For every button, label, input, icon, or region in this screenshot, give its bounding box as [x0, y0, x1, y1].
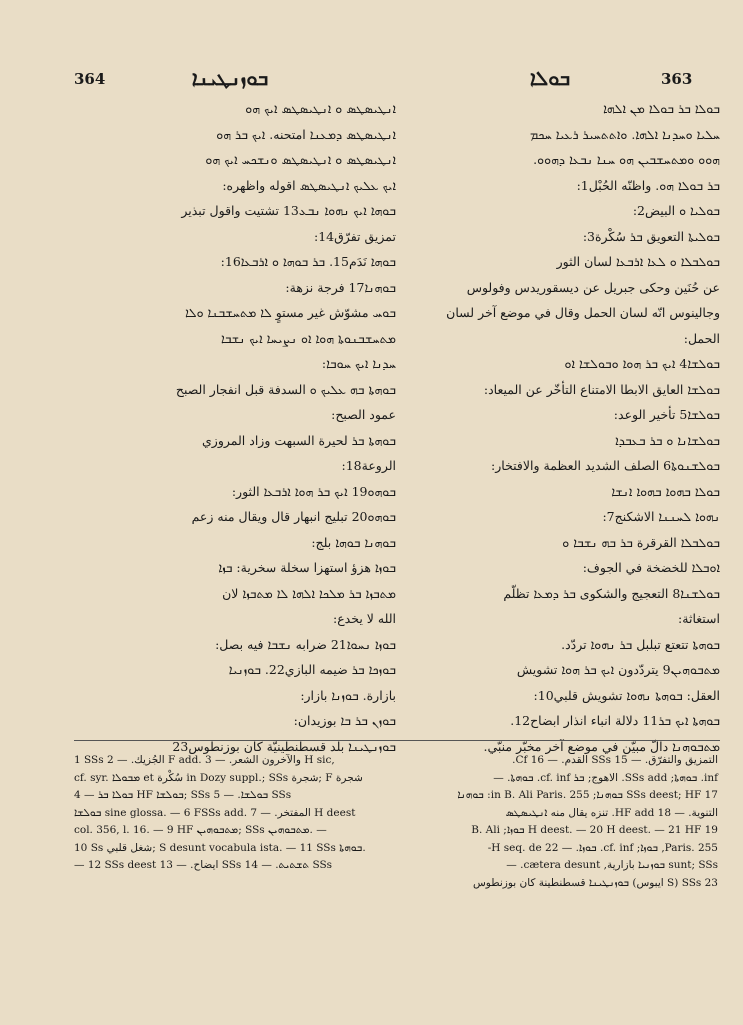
entry-line: العقل: ܒܘܗܬܐ ܢܗܘܐ تشويش قلبي10: [533, 687, 720, 703]
entry-line: عن حُنَين وحكى جبريل عن ديسقوريدس وفولوس [466, 279, 720, 295]
entry-line: ܒܘܠܝܐ ܘ البيض2: [632, 203, 720, 218]
entry-line: ܒܘܗܘ19 ܐܝܟ ܒܪ ܗܘܐ ܐܪܒܥܐ الثور: [231, 483, 396, 499]
entry-line: ܗܘܘ ܘܡܬܚܫܒܝܢ ܗܘ ܚܢܐ ܢܒܥܐ ܕܗܘܘ. [533, 152, 720, 167]
entry-line: الحمل: [683, 330, 720, 346]
entry-line: ܒܘܗܬܐ تتعتع تبلبل ܒܪ ܢܗܘܐ تردّد. [561, 636, 720, 652]
left-footnotes [74, 752, 392, 962]
entry-line: ܒܘܠܫܐ5 تأخير الوعد: [613, 407, 720, 422]
left-text-column [74, 96, 396, 754]
entry-line: الروعة18: [341, 458, 396, 473]
entry-line: ܒܘܗܐ ܐܝܟ ܢܗܘܐ ܢܒܥ13 تشتيت واقول تبذير [181, 203, 396, 218]
entry-line: ܒܘܠܫܐܢܐ ܘ ܒܪ ܒܥܒܕܐ [615, 432, 720, 448]
left-page-number: 364 [74, 70, 106, 88]
footnote-line: 19 H deest. — 20 H deest. — 21 HF ܒܘܙܐ; B. Ali [471, 824, 718, 836]
entry-line: ܒܘܙܢܛܝܢܐ بلد قسطنطينيّة كان بوزنطوس23 [172, 738, 396, 754]
entry-line: ܒܘܠܫܐ4 ܐܝܟ ܒܪ ܗܘܐ ܘܒܘܠܫܐ ܐܘ [564, 356, 720, 371]
footnote-line: ܒܘܠܫܐ sine glossa. — 6 FSSs add. المفتخر. — 7 H deest [74, 806, 356, 819]
entry-line: ܒܘܗܐ نَدَم15. ܒܪ ܒܘܗܐ ܘ ܐܪܒܥܐ16: [220, 254, 396, 269]
entry-line: ܒܘܠܝܬܐ التعويق ܒܪ سُكْرة3: [582, 228, 720, 244]
entry-line: ܒܘܗܬܐ ܐܝܟ ܒܪ11 دلالة انباء انذار ابضاح12. [510, 713, 720, 728]
entry-line: بازارة. ܒܘܙܢܐ بازار: [300, 687, 396, 703]
footnote-line: 17 SSs deest; HF ܒܘܗܢܐ; in B. Ali Paris. 255: ܒܘܗܢܐ [457, 789, 718, 801]
entry-line: ܒܘܙܢ ܒܪ ܒܐ بوزيدان: [293, 713, 396, 728]
right-footnotes [400, 752, 718, 962]
entry-line: ܒܘܠܐ ܒܪ ܒܘܠܐ ܡܢ ܐܠܗܐ [603, 101, 720, 116]
footnote-line: 1 SSs الجُزيك. — 2 F add. والآخرون الشعر. — 3 H sic, [74, 754, 335, 766]
entry-line: ܒܘܗܢܐ17 فرجة نزهة: [285, 279, 396, 295]
left-column-heading: ܒܘܙܢܛܝܢܐ [191, 66, 269, 90]
entry-line: الله لا يخدع: [333, 611, 396, 626]
footnote-divider [74, 740, 720, 741]
footnote-line: inf. ܒܘܗܬܐ; SSs add. الاهوج; ܒܪ cf. inf. ܒܘܗܬܐ. — [493, 771, 718, 784]
entry-line: ܒܘܚ مشوّش غير مستوٍ ܠܐ ܡܬܚܫܒܢܐ ܘܠܐ [185, 305, 396, 320]
entry-line: تمزيق تفرّق14: [313, 228, 396, 244]
entry-line: ܐܝܟ ܥܠܝܟ ܐܢܛܝܣܛܣ اقوله واظهره: [222, 177, 396, 193]
entry-line: ܒܘܠܫܢܐ8 التعجيج والشكوى ܒܪ ܕܡܥܐ تظلّم [503, 585, 720, 601]
entry-line: ܡܬܒܘܗܢܐ دالّ مبيّن في موضع آخر مخبّر منبّي. [483, 738, 720, 754]
entry-line: عمود الصبح: [331, 407, 396, 422]
entry-line: ܚܠܝܐ ܘܚܕܢܐ ܐܠܗܐ. ܘܐܬܬܚܝܪ ܪܥܝܐ ܚܟܡ [530, 126, 720, 142]
entry-line: وجالينوس انّه لسان الحمل وقال في موضع آخر لسان [446, 305, 720, 320]
entry-line: ܚܕܢܐ ܐܝܟ ܚܘܒܐ: [321, 356, 396, 371]
footnote-line: 10 Ss شغل قلبي; S desunt vocabula ista. — 11 SSs ܒܘܗܬܐ. [74, 841, 366, 854]
footnote-line: sunt; SSs ܒܘܙܢܝܐ بازارية, cætera desunt. — [506, 859, 718, 871]
footnote-line: 23 SSs (S ايبوس) ܒܘܙܢܛܝܢܐ قسطنطينة كان بوزنطوس [472, 876, 718, 889]
footnote-line: التنوية. — 18 HF add. تنزه يقال منه ܐܢܛܝܣܛܣ [505, 806, 718, 819]
entry-line: ܒܘܗܢܐ ܒܘܗܐ بلج: [311, 534, 396, 550]
entry-line: ܐܢܛܝܣܛܣ ܘ ܐܢܛܝܣܛܣ ܘܢܫܟܚ ܐܝܟ ܗܘ [205, 152, 396, 167]
entry-line: ܒܘܠܫܢܘܬܐ6 الصلف الشديد العظمة والافتخار: [491, 458, 720, 473]
right-page-number: 363 [661, 70, 693, 88]
entry-line: ܒܘܠܐ ܒܗܘܐ ܒܗܘܐ ܐܢܫܐ [611, 483, 720, 499]
entry-line: ܒܪ ܒܘܠܐ ܗܘ. واظنّه الحُبْل1: [576, 177, 720, 193]
footnote-line: Paris. 255, ܒܘܙܐ; cf. inf. ܒܘܙܐ. — 22 H seq. de- [487, 841, 718, 854]
entry-line: ܐܢܛܝܣܛܣ ܕܡܥܢܐ امتحنه. ܐܝܟ ܒܪ ܗܘ [216, 126, 396, 142]
entry-line: ܐܢܛܝܣܛܣ ܘ ܐܢܛܝܣܛܣ ܐܝܟ ܗܘ [245, 101, 396, 116]
entry-line: ܒܘܠܒܠܐ ܘ ܠܥܐ ܐܪܒܥܐ لسان الثور [556, 254, 720, 269]
entry-line: ܒܘܗܘ20 تبليج انبهار قال ويقال منه زعم [191, 509, 396, 524]
entry-line: استغاثة: [678, 611, 720, 626]
footnote-line: cf. syr. ܡܒܘܠܐ et سُكْرة in Dozy suppl.; SSs شجرة; F شجرة [74, 771, 363, 784]
entry-line: ܒܘܗܬܐ ܒܪ لحيرة السبهت وزاد المروزي [202, 432, 396, 448]
entry-line: ܒܘܙܐ هزؤ استهزا سخلة سخرية: ܒܙܐ [218, 560, 396, 575]
footnote-line: التمزيق والتفرّق. — 15 SSs القدم. — 16 Cf. [512, 754, 718, 766]
entry-line: ܒܘܠܫܐ العايق الابطا الامتناع التأخّر عن الميعاد: [483, 381, 720, 397]
entry-line: ܡܬܚܫܒܢܘܬܐ ܗܘܐ ܐܘ ܢܨܝܚܐ ܐܝܟ ܢܫܒܐ [221, 330, 396, 346]
footnote-line: col. 356, l. 16. — 9 HF ܡܬܒܘܗܝܢ; SSs ܡܬܒܘܗܝܢ. — [74, 824, 327, 836]
entry-line: ܒܘܠܒܠܐ القرقرة ܒܪ ܒܗ ܢܫܒܐ ܘ [562, 534, 720, 550]
entry-line: ܢܗܘܐ ܠܚܢܢܐ الاشكنج7: [602, 509, 720, 524]
entry-line: ܡܬܒܙܐ ܒܪ ܡܠܟܐ ܐܠܗܐ ܠܐ ܡܬܒܙܐ لان [222, 585, 396, 601]
entry-line: ܐܘܒܠܐ للخضخة في الجوف: [582, 560, 720, 575]
footnote-line: ܒܘܠܐ ܒܪ — 4 HF ܒܘܠܫܐ; SSs ܒܘܠܫܐ. — 5 SSs [74, 789, 292, 801]
footnote-line: — 12 SSs deest ايضاح. — 13 SSs ܬܫܬܝܬ. — 14 SSs [74, 859, 333, 871]
right-text-column [398, 96, 720, 754]
entry-line: ܡܬܒܘܗܝܢ9 يتردّدون ܐܝܟ ܒܪ ܗܘܐ تشويش [516, 662, 720, 677]
entry-line: ܒܘܙܐ ܢܚܘܐ21 ضرابه ܢܫܒܐ فيه بصل: [215, 636, 396, 652]
entry-line: ܒܘܙܟܐ ܒܪ ضيمه البازي22. ܒܘܙܢܝܐ [228, 662, 396, 677]
right-column-heading: ܒܘܠܐ [529, 66, 571, 90]
entry-line: ܒܘܗܬܐ ܒܗ ܥܠܝܟ ܘ السدفة قبل انفجار الصبح [175, 381, 396, 397]
